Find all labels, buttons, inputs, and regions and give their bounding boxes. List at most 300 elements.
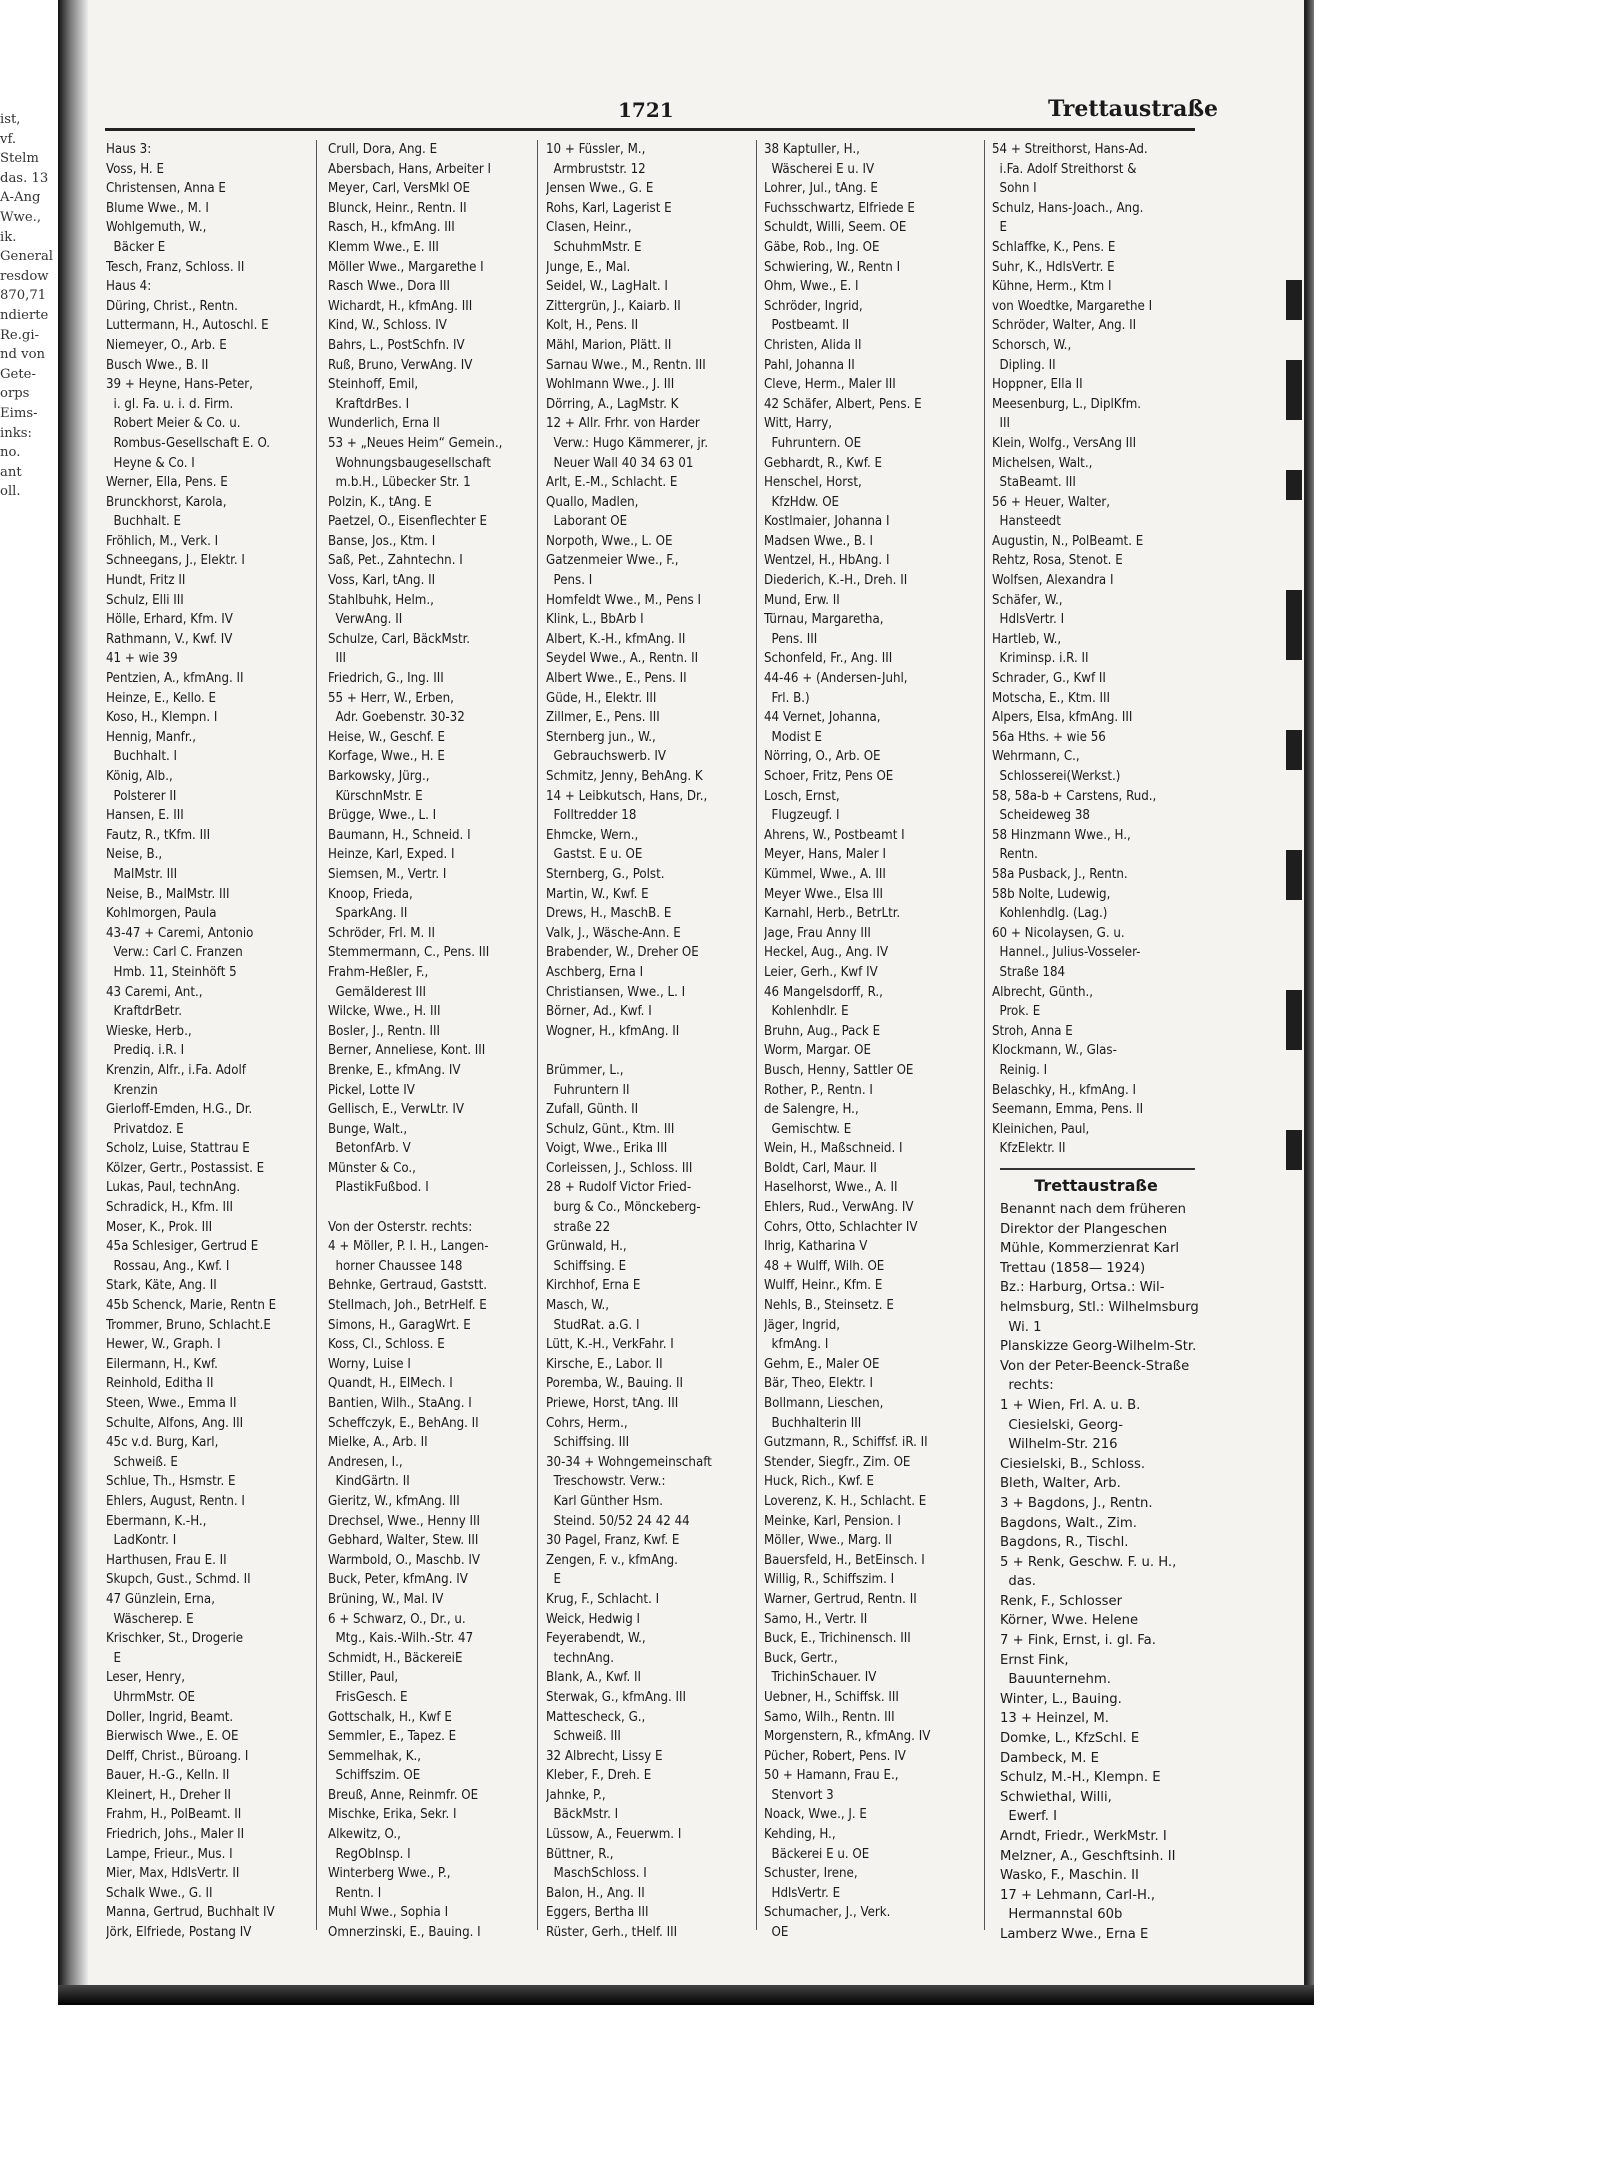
directory-entry: 10 + Füssler, M., <box>546 142 646 157</box>
directory-entry: Skupch, Gust., Schmd. II <box>106 1572 251 1588</box>
directory-entry: Bäckerei E u. OE <box>764 1846 870 1862</box>
directory-entry: 44 Vernet, Johanna, <box>764 710 881 726</box>
directory-entry: Schwiering, W., Rentn I <box>764 259 901 275</box>
directory-entry: Karnahl, Herb., BetrLtr. <box>764 906 901 922</box>
directory-entry: Buck, Gertr., <box>764 1650 838 1666</box>
directory-entry: III <box>328 651 347 667</box>
directory-entry: i. gl. Fa. u. i. d. Firm. <box>106 396 234 412</box>
directory-entry: Gebrauchswerb. IV <box>546 749 667 765</box>
street-entry: Bagdons, R., Tischl. <box>1000 1535 1129 1551</box>
directory-entry: horner Chaussee 148 <box>328 1258 463 1274</box>
directory-entry: Ehlers, Rud., VerwAng. IV <box>764 1200 914 1216</box>
directory-entry: 58a Pusback, J., Rentn. <box>992 866 1128 882</box>
directory-entry: Warmbold, O., Maschb. IV <box>328 1552 481 1568</box>
directory-entry: Michelsen, Walt., <box>992 455 1093 471</box>
directory-entry: Banse, Jos., Ktm. I <box>328 533 436 549</box>
directory-entry: Behnke, Gertraud, Gaststt. <box>328 1278 488 1294</box>
bleed-fragment: resdow <box>0 268 49 284</box>
directory-entry: 56 + Heuer, Walter, <box>992 494 1111 510</box>
directory-entry: Schlaffke, K., Pens. E <box>992 239 1116 255</box>
directory-entry: Simons, H., GaragWrt. E <box>328 1317 471 1333</box>
directory-entry: Wein, H., Maßschneid. I <box>764 1141 903 1157</box>
directory-entry: Schorsch, W., <box>992 337 1072 353</box>
directory-entry: m.b.H., Lübecker Str. 1 <box>328 475 471 491</box>
directory-entry: Werner, Ella, Pens. E <box>106 475 228 491</box>
directory-entry: Alpers, Elsa, kfmAng. III <box>992 710 1133 726</box>
directory-entry <box>992 1159 1197 1160</box>
directory-entry: Worny, Luise I <box>328 1356 411 1372</box>
directory-entry <box>328 1198 533 1218</box>
directory-entry: Gebhard, Walter, Stew. III <box>328 1533 479 1549</box>
directory-entry: Von der Osterstr. rechts: <box>328 1219 473 1235</box>
directory-entry: Wohlgemuth, W., <box>106 220 207 236</box>
directory-entry: Meinke, Karl, Pension. I <box>764 1513 901 1529</box>
directory-entry: Bauer, H.-G., Kelln. II <box>106 1768 230 1784</box>
thumb-index-tabs <box>1286 250 1306 1250</box>
street-entry: Direktor der Plangeschen <box>1000 1221 1168 1237</box>
directory-entry: 14 + Leibkutsch, Hans, Dr., <box>546 788 708 804</box>
thumb-tab <box>1286 280 1302 320</box>
street-entry: Domke, L., KfzSchl. E <box>1000 1731 1140 1747</box>
directory-entry: straße 22 <box>546 1219 611 1235</box>
directory-entry: Schiffszim. OE <box>328 1768 421 1784</box>
previous-page-edge <box>0 110 58 1940</box>
directory-entry: Scheffczyk, E., BehAng. II <box>328 1415 479 1431</box>
directory-entry: Samo, Wilh., Rentn. III <box>764 1709 895 1725</box>
directory-entry: von Woedtke, Margarethe I <box>992 298 1153 314</box>
directory-entry: Schmidt, H., BäckereiE <box>328 1650 463 1666</box>
directory-entry: Nörring, O., Arb. OE <box>764 749 881 765</box>
directory-entry: Wäscherei E u. IV <box>764 161 875 177</box>
directory-entry: Kölzer, Gertr., Postassist. E <box>106 1160 265 1176</box>
directory-entry: Gehm, E., Maler OE <box>764 1356 880 1372</box>
directory-column-5 <box>992 140 1197 1160</box>
street-entry: 13 + Heinzel, M. <box>1000 1711 1109 1727</box>
directory-entry: Cohrs, Otto, Schlachter IV <box>764 1219 918 1235</box>
directory-entry: Rüster, Gerh., tHelf. III <box>546 1925 678 1940</box>
directory-entry: Pens. I <box>546 573 593 589</box>
bleed-fragment: Gete- <box>0 366 36 382</box>
bleed-fragment: no. <box>0 445 21 461</box>
directory-entry: Modist E <box>764 729 822 745</box>
directory-entry: Treschowstr. Verw.: <box>546 1474 666 1490</box>
street-entry: Bauunternehm. <box>1000 1672 1111 1688</box>
directory-entry: Drechsel, Wwe., Henny III <box>328 1513 480 1529</box>
directory-column-4 <box>764 140 969 1940</box>
directory-entry: 48 + Wulff, Wilh. OE <box>764 1258 885 1274</box>
bleed-fragment: orps <box>0 386 30 402</box>
directory-entry: 45c v.d. Burg, Karl, <box>106 1435 219 1451</box>
directory-entry: Brenke, E., kfmAng. IV <box>328 1062 461 1078</box>
directory-entry: Lütt, K.-H., VerkFahr. I <box>546 1337 674 1353</box>
directory-entry: Wulff, Heinr., Kfm. E <box>764 1278 883 1294</box>
directory-entry: KraftdrBes. I <box>328 396 410 412</box>
directory-entry: Augustin, N., PolBeamt. E <box>992 533 1144 549</box>
directory-entry: Börner, Ad., Kwf. I <box>546 1004 652 1020</box>
directory-entry: E <box>106 1650 122 1666</box>
directory-entry: Lukas, Paul, technAng. <box>106 1180 241 1196</box>
directory-entry: Heinze, E., Kello. E <box>106 690 216 706</box>
directory-entry: Harthusen, Frau E. II <box>106 1552 227 1568</box>
directory-entry: Knoop, Frieda, <box>328 886 413 902</box>
directory-entry: Polzin, K., tAng. E <box>328 494 432 510</box>
directory-entry: FrisGesch. E <box>328 1689 408 1705</box>
street-entry: Winter, L., Bauing. <box>1000 1691 1122 1707</box>
directory-entry: Rossau, Ang., Kwf. I <box>106 1258 230 1274</box>
directory-entry: Heinze, Karl, Exped. I <box>328 847 455 863</box>
thumb-tab <box>1286 590 1302 660</box>
directory-entry: PlastikFußbod. I <box>328 1180 429 1196</box>
directory-entry: 46 Mangelsdorff, R., <box>764 984 883 1000</box>
directory-entry: Schuldt, Willi, Seem. OE <box>764 220 907 236</box>
directory-entry: Poremba, W., Bauing. II <box>546 1376 684 1392</box>
directory-entry: Türnau, Margaretha, <box>764 612 884 628</box>
directory-entry: Mähl, Marion, Plätt. II <box>546 337 672 353</box>
directory-entry: Manna, Gertrud, Buchhalt IV <box>106 1905 275 1921</box>
bleed-fragment: das. 13 <box>0 170 49 186</box>
directory-entry: Seemann, Emma, Pens. II <box>992 1102 1144 1118</box>
directory-entry: Klockmann, W., Glas- <box>992 1043 1117 1059</box>
bleed-fragment: nd von <box>0 347 46 363</box>
directory-entry: Abersbach, Hans, Arbeiter I <box>328 161 492 177</box>
directory-entry: Zittergrün, J., Kaiarb. II <box>546 298 681 314</box>
directory-entry: Morgenstern, R., kfmAng. IV <box>764 1729 931 1745</box>
directory-entry: Rasch Wwe., Dora III <box>328 279 451 295</box>
street-entry: Benannt nach dem früheren <box>1000 1202 1186 1217</box>
directory-entry: Cohrs, Herm., <box>546 1415 628 1431</box>
directory-entry: Haselhorst, Wwe., A. II <box>764 1180 898 1196</box>
directory-entry: Frl. B.) <box>764 690 810 706</box>
street-entry: Ernst Fink, <box>1000 1652 1069 1668</box>
directory-entry: Bäcker E <box>106 239 166 255</box>
directory-entry: kfmAng. I <box>764 1337 829 1353</box>
directory-entry: Fuchsschwartz, Elfriede E <box>764 200 915 216</box>
directory-entry: Robert Meier & Co. u. <box>106 416 241 432</box>
directory-entry: Schiffsing. E <box>546 1258 627 1274</box>
directory-entry: Crull, Dora, Ang. E <box>328 142 438 157</box>
directory-entry: Verw.: Carl C. Franzen <box>106 945 243 961</box>
directory-entry: Hannel., Julius-Vosseler- <box>992 945 1141 961</box>
directory-entry: Hoppner, Ella II <box>992 377 1083 393</box>
directory-entry: Bahrs, L., PostSchfn. IV <box>328 337 465 353</box>
directory-entry: Schulz, Günt., Ktm. III <box>546 1121 675 1137</box>
directory-entry: Schneegans, J., Elektr. I <box>106 553 245 569</box>
street-entry: Planskizze Georg-Wilhelm-Str. <box>1000 1339 1197 1355</box>
directory-entry: de Salengre, H., <box>764 1102 859 1118</box>
street-entry: 5 + Renk, Geschw. F. u. H., <box>1000 1554 1177 1570</box>
directory-entry: Prok. E <box>992 1004 1041 1020</box>
directory-entry: Schäfer, W., <box>992 592 1063 608</box>
directory-entry: Junge, E., Mal. <box>546 259 631 275</box>
directory-entry: Feyerabendt, W., <box>546 1631 646 1647</box>
directory-entry: 58, 58a-b + Carstens, Rud., <box>992 788 1157 804</box>
street-entry: Mühle, Kommerzienrat Karl <box>1000 1241 1180 1257</box>
directory-entry: Martin, W., Kwf. E <box>546 886 649 902</box>
directory-entry: Stiller, Paul, <box>328 1670 399 1686</box>
directory-entry: 58 Hinzmann Wwe., H., <box>992 827 1131 843</box>
directory-entry: Wieske, Herb., <box>106 1023 192 1039</box>
directory-entry: Busch, Henny, Sattler OE <box>764 1062 914 1078</box>
directory-entry: Balon, H., Ang. II <box>546 1885 645 1901</box>
page-edge-right <box>1306 0 1314 1985</box>
directory-entry: Boldt, Carl, Maur. II <box>764 1160 877 1176</box>
directory-entry: Breuß, Anne, Reinmfr. OE <box>328 1787 479 1803</box>
bleed-fragment: A-Ang <box>0 190 41 206</box>
directory-entry: Jage, Frau Anny III <box>764 925 871 941</box>
directory-entry: 43 Caremi, Ant., <box>106 984 203 1000</box>
directory-entry: Zillmer, E., Pens. III <box>546 710 660 726</box>
directory-entry: Flugzeugf. I <box>764 808 840 824</box>
directory-entry: Semmelhak, K., <box>328 1748 422 1764</box>
directory-entry: HdlsVertr. E <box>764 1885 841 1901</box>
directory-entry: Albrecht, Günth., <box>992 984 1093 1000</box>
directory-entry: Kleber, F., Dreh. E <box>546 1768 652 1784</box>
directory-entry: Ehmcke, Wern., <box>546 827 639 843</box>
directory-entry: Wentzel, H., HbAng. I <box>764 553 890 569</box>
directory-entry: Meyer, Hans, Maler I <box>764 847 886 863</box>
directory-entry: Corleissen, J., Schloss. III <box>546 1160 693 1176</box>
directory-entry: Warner, Gertrud, Rentn. II <box>764 1591 917 1607</box>
directory-entry: Rentn. <box>992 847 1038 863</box>
directory-entry: Brunckhorst, Karola, <box>106 494 227 510</box>
directory-entry: 45b Schenck, Marie, Rentn E <box>106 1298 277 1314</box>
directory-entry: KürschnMstr. E <box>328 788 423 804</box>
bleed-fragment: ist, <box>0 112 21 127</box>
directory-entry: Albert Wwe., E., Pens. II <box>546 671 687 687</box>
directory-entry: Schmitz, Jenny, BehAng. K <box>546 769 703 784</box>
directory-entry: Fuhruntern II <box>546 1082 630 1098</box>
directory-entry: Schröder, Ingrid, <box>764 298 863 314</box>
street-entry: Dambeck, M. E <box>1000 1750 1099 1766</box>
directory-entry: Semmler, E., Tapez. E <box>328 1729 457 1745</box>
directory-entry: SparkAng. II <box>328 906 408 922</box>
directory-entry: Gierloff-Emden, H.G., Dr. <box>106 1102 253 1118</box>
directory-entry: Pens. III <box>764 631 818 647</box>
directory-entry: Steen, Wwe., Emma II <box>106 1396 237 1411</box>
directory-entry: Losch, Ernst, <box>764 788 840 804</box>
directory-entry: Gutzmann, R., Schiffsf. iR. II <box>764 1435 928 1451</box>
directory-entry: MalMstr. III <box>106 866 178 882</box>
directory-entry: BäckMstr. I <box>546 1807 619 1823</box>
directory-entry: Sterwak, G., kfmAng. III <box>546 1689 687 1705</box>
directory-entry: Schlue, Th., Hsmstr. E <box>106 1474 236 1490</box>
directory-entry: Adr. Goebenstr. 30-32 <box>328 710 465 726</box>
directory-entry: Pentzien, A., kfmAng. II <box>106 671 244 687</box>
directory-entry: Luttermann, H., Autoschl. E <box>106 318 269 334</box>
directory-entry: Blunck, Heinr., Rentn. II <box>328 200 467 216</box>
directory-entry: Madsen Wwe., B. I <box>764 533 874 549</box>
directory-entry: Niemeyer, O., Arb. E <box>106 337 227 353</box>
directory-entry: Wunderlich, Erna II <box>328 416 440 432</box>
street-entry: Körner, Wwe. Helene <box>1000 1613 1139 1629</box>
directory-entry: Kühne, Herm., Ktm I <box>992 279 1112 295</box>
directory-entry: Drews, H., MaschB. E <box>546 906 672 922</box>
directory-entry: Jäger, Ingrid, <box>764 1317 841 1333</box>
directory-entry: Wäscherep. E <box>106 1611 194 1627</box>
street-entry: Bagdons, Walt., Zim. <box>1000 1515 1137 1531</box>
directory-entry: 12 + Allr. Frhr. von Harder <box>546 416 700 432</box>
street-entry: Trettau (1858— 1924) <box>1000 1260 1146 1276</box>
street-rule <box>1000 1168 1195 1170</box>
directory-entry: Sohn I <box>992 181 1037 197</box>
directory-entry: KraftdrBetr. <box>106 1004 182 1020</box>
bleed-fragment: vf. <box>0 131 17 147</box>
directory-entry: Bunge, Walt., <box>328 1121 408 1137</box>
directory-entry: Korfage, Wwe., H. E <box>328 749 445 765</box>
directory-entry: Klemm Wwe., E. III <box>328 239 439 255</box>
column-divider <box>537 140 538 1930</box>
directory-entry: Buchhalt. I <box>106 749 178 765</box>
directory-entry: 41 + wie 39 <box>106 651 178 667</box>
bleed-fragment: oll. <box>0 484 21 500</box>
directory-entry: Kirsche, E., Labor. II <box>546 1356 663 1372</box>
directory-entry: Kümmel, Wwe., A. III <box>764 866 886 882</box>
directory-entry: Buchhalt. E <box>106 514 182 530</box>
directory-entry: Friedrich, Johs., Maler II <box>106 1827 245 1843</box>
directory-entry: Kohlenhdlr. E <box>764 1004 849 1020</box>
directory-entry: Prediq. i.R. I <box>106 1043 185 1059</box>
directory-entry: Haus 4: <box>106 279 152 295</box>
directory-entry: Ihrig, Katharina V <box>764 1239 868 1255</box>
directory-entry: Seydel Wwe., A., Rentn. II <box>546 651 699 667</box>
directory-entry: Sternberg jun., W., <box>546 729 656 745</box>
directory-entry: Mielke, A., Arb. II <box>328 1435 428 1451</box>
directory-entry: technAng. <box>546 1650 614 1666</box>
directory-entry: Blank, A., Kwf. II <box>546 1670 642 1686</box>
directory-column-1 <box>106 140 311 1940</box>
directory-entry: Weick, Hedwig I <box>546 1611 641 1627</box>
directory-entry: Schlosserei(Werkst.) <box>992 769 1121 784</box>
directory-entry: Neise, B., MalMstr. III <box>106 886 230 902</box>
directory-entry: Kehding, H., <box>764 1827 836 1843</box>
street-entry: Ciesielski, Georg- <box>1000 1417 1123 1433</box>
directory-entry: Folltredder 18 <box>546 808 637 824</box>
directory-entry: Kriminsp. i.R. II <box>992 651 1089 667</box>
directory-entry: Paetzel, O., Eisenflechter E <box>328 514 487 530</box>
directory-entry: Steind. 50/52 24 42 44 <box>546 1513 690 1529</box>
directory-entry: Fuhruntern. OE <box>764 435 862 451</box>
directory-entry: BetonfArb. V <box>328 1141 411 1157</box>
directory-entry: Stenvort 3 <box>764 1787 834 1803</box>
directory-entry: Krenzin, Alfr., i.Fa. Adolf <box>106 1062 246 1078</box>
directory-entry: Wolfsen, Alexandra I <box>992 573 1114 589</box>
thumb-tab <box>1286 470 1302 500</box>
street-entries <box>1000 1200 1200 1940</box>
directory-entry: Buck, E., Trichinensch. III <box>764 1631 911 1647</box>
directory-entry: Tesch, Franz, Schloss. II <box>106 259 245 275</box>
page-number: 1721 <box>618 98 674 122</box>
directory-entry: Siemsen, M., Vertr. I <box>328 866 447 882</box>
directory-entry: Fröhlich, M., Verk. I <box>106 533 219 549</box>
directory-entry: Straße 184 <box>992 964 1066 980</box>
street-entry: Arndt, Friedr., WerkMstr. I <box>1000 1829 1167 1844</box>
directory-entry: Wehrmann, C., <box>992 749 1080 765</box>
directory-entry: Nehls, B., Steinsetz. E <box>764 1298 894 1314</box>
directory-entry: Voss, Karl, tAng. II <box>328 573 436 589</box>
thumb-tab <box>1286 360 1302 420</box>
directory-entry: Rother, P., Rentn. I <box>764 1082 873 1098</box>
directory-entry: Rentn. I <box>328 1885 382 1901</box>
directory-entry: Mischke, Erika, Sekr. I <box>328 1807 457 1823</box>
directory-entry: Krenzin <box>106 1082 158 1098</box>
directory-entry: Sarnau Wwe., M., Rentn. III <box>546 357 706 373</box>
street-entry: Bz.: Harburg, Ortsa.: Wil- <box>1000 1280 1165 1296</box>
directory-entry: Leser, Henry, <box>106 1670 185 1686</box>
directory-entry: Neise, B., <box>106 847 163 863</box>
directory-entry: Stellmach, Joh., BetrHelf. E <box>328 1298 487 1314</box>
directory-entry: Pahl, Johanna II <box>764 357 855 373</box>
directory-entry: Muhl Wwe., Sophia I <box>328 1905 449 1921</box>
directory-entry: Zengen, F. v., kfmAng. <box>546 1552 678 1568</box>
directory-entry: Eggers, Bertha III <box>546 1905 649 1921</box>
directory-entry: Koso, H., Klempn. I <box>106 710 218 726</box>
directory-entry: Gieritz, W., kfmAng. III <box>328 1493 460 1509</box>
directory-entry: Ohm, Wwe., E. I <box>764 279 859 295</box>
directory-entry: Albert, K.-H., kfmAng. II <box>546 631 686 647</box>
directory-entry: Schulze, Carl, BäckMstr. <box>328 631 471 647</box>
directory-entry: Bollmann, Lieschen, <box>764 1396 884 1411</box>
directory-entry: Baumann, H., Schneid. I <box>328 827 471 843</box>
directory-entry: Winterberg Wwe., P., <box>328 1866 451 1882</box>
directory-entry: Rasch, H., kfmAng. III <box>328 220 455 236</box>
directory-entry: Reinhold, Editha II <box>106 1376 214 1392</box>
directory-entry: Schröder, Frl. M. II <box>328 925 435 941</box>
directory-entry: Büttner, R., <box>546 1846 614 1862</box>
directory-entry: 55 + Herr, W., Erben, <box>328 690 454 706</box>
directory-entry: Bruhn, Aug., Pack E <box>764 1023 881 1039</box>
street-entry: 3 + Bagdons, J., Rentn. <box>1000 1495 1153 1511</box>
directory-entry: 32 Albrecht, Lissy E <box>546 1748 663 1764</box>
directory-entry: 30-34 + Wohngemeinschaft <box>546 1454 712 1470</box>
directory-entry: Homfeldt Wwe., M., Pens I <box>546 592 701 608</box>
directory-entry: Möller, Wwe., Marg. II <box>764 1533 893 1549</box>
directory-entry: Christiansen, Wwe., L. I <box>546 984 686 1000</box>
directory-entry: Klink, L., BbArb I <box>546 612 644 628</box>
directory-entry: Schulte, Alfons, Ang. III <box>106 1415 244 1431</box>
directory-entry: Brügge, Wwe., L. I <box>328 808 437 824</box>
directory-entry: Voigt, Wwe., Erika III <box>546 1141 668 1157</box>
directory-entry: Gatzenmeier Wwe., F., <box>546 553 679 569</box>
directory-entry: Saß, Pet., Zahntechn. I <box>328 553 463 569</box>
directory-entry: Bantien, Wilh., StaAng. I <box>328 1396 472 1411</box>
directory-entry: Busch Wwe., B. II <box>106 357 209 373</box>
directory-entry: Valk, J., Wäsche-Ann. E <box>546 925 681 941</box>
directory-entry: Sternberg, G., Polst. <box>546 866 665 882</box>
header-rule <box>105 128 1195 131</box>
directory-entry: Norpoth, Wwe., L. OE <box>546 533 673 549</box>
directory-entry: Christen, Alida II <box>764 337 862 353</box>
directory-entry: Pickel, Lotte IV <box>328 1082 415 1098</box>
book-gutter <box>58 0 88 1985</box>
directory-entry: Samo, H., Vertr. II <box>764 1611 868 1627</box>
directory-entry: Suhr, K., HdlsVertr. E <box>992 259 1115 275</box>
directory-entry: SchuhmMstr. E <box>546 239 642 255</box>
directory-entry: Münster & Co., <box>328 1160 416 1176</box>
directory-entry: Haus 3: <box>106 142 152 157</box>
directory-entry: Meyer Wwe., Elsa III <box>764 886 884 902</box>
directory-entry: Lüssow, A., Feuerwm. I <box>546 1827 682 1843</box>
street-entry: Ciesielski, B., Schloss. <box>1000 1456 1146 1472</box>
directory-entry: Scheideweg 38 <box>992 808 1090 824</box>
directory-entry: burg & Co., Mönckeberg- <box>546 1200 701 1216</box>
directory-entry: Voss, H. E <box>106 161 164 177</box>
directory-entry: Grünwald, H., <box>546 1239 627 1255</box>
directory-entry: Kohlenhdlg. (Lag.) <box>992 906 1108 922</box>
directory-entry: Cleve, Herm., Maler III <box>764 377 896 393</box>
directory-entry: 56a Hths. + wie 56 <box>992 729 1106 745</box>
directory-entry: 39 + Heyne, Hans-Peter, <box>106 377 253 393</box>
directory-entry: Laborant OE <box>546 514 628 530</box>
